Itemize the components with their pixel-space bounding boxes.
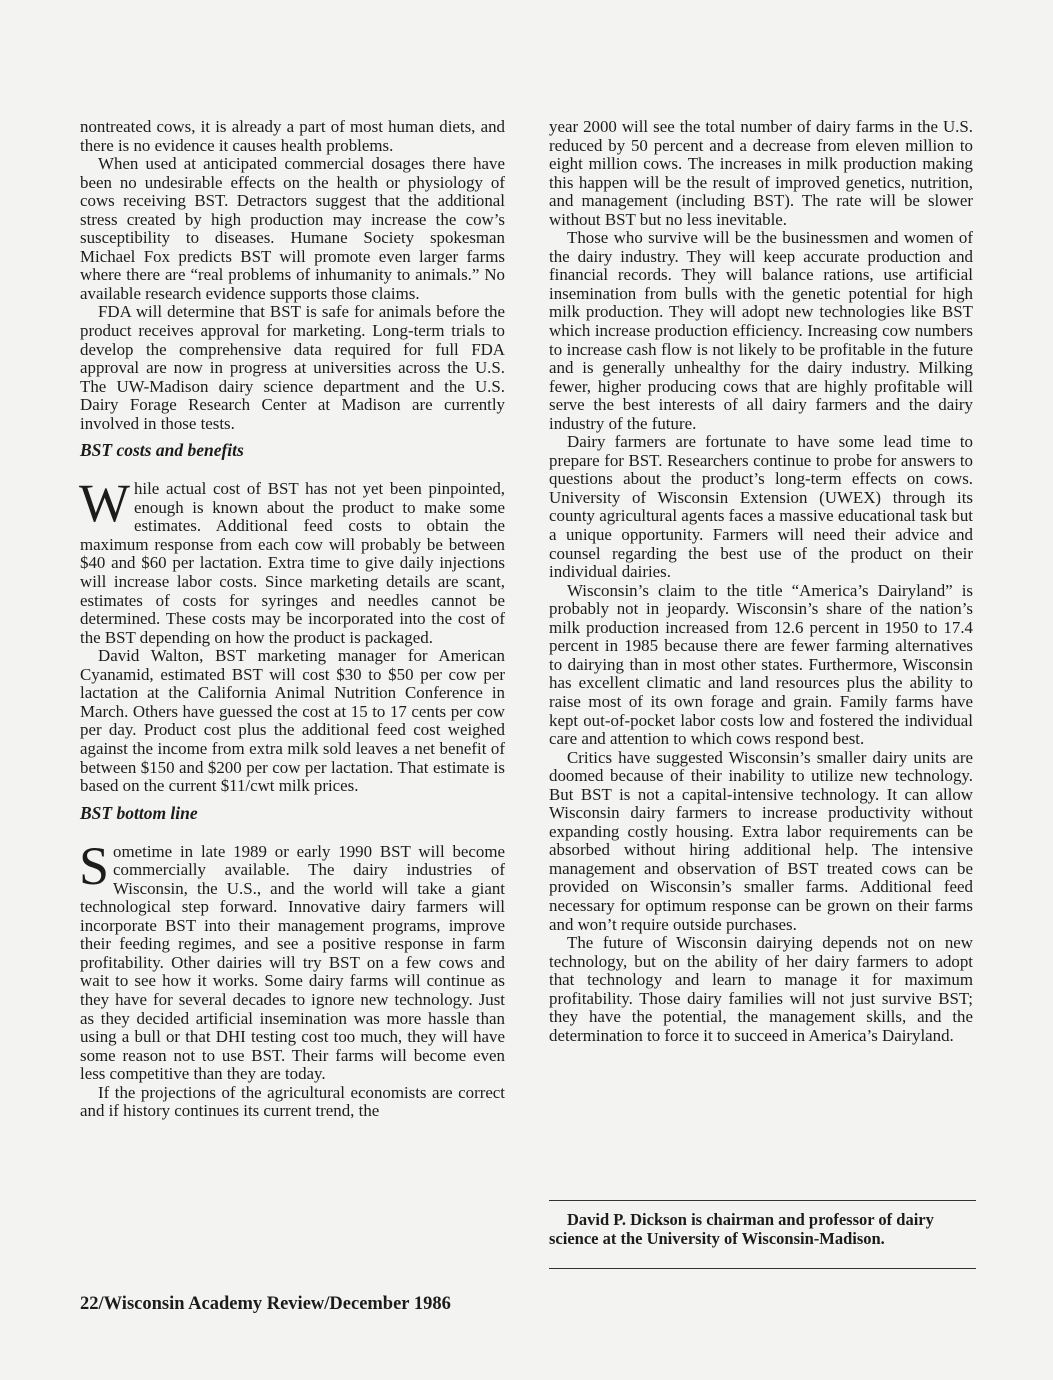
paragraph: nontreated cows, it is already a part of most human diets, and there is no evidence it causes health problems. xyxy=(80,117,505,155)
drop-cap: W xyxy=(79,473,130,534)
paragraph: FDA will determine that BST is safe for animals before the product receives approval for marketing. Long-term trials to develop the comprehensive data required for full FDA approval are now in progress at universities across the U.S. The UW-Madison dairy science department and the U.S. Dairy Forage Research Center at Madison are currently involved in those tests. xyxy=(80,302,505,433)
paragraph: If the projections of the agricultural economists are correct and if history continues its current trend, the xyxy=(80,1082,505,1121)
divider xyxy=(549,1200,976,1201)
paragraph: Dairy farmers are fortunate to have some lead time to prepare for BST. Researchers continue to probe for answers to questions about the product’s long-term effects on cows. University of Wisconsin Extension (UWEX) through its county agricultural agents faces a massive educational task but a unique opportunity. Farmers will need their advice and counsel regarding the best use of the product on their individual dairies. xyxy=(549,432,973,582)
section-heading-costs-benefits: BST costs and benefits xyxy=(80,440,244,461)
paragraph: David Walton, BST marketing manager for American Cyanamid, estimated BST will cost $30 to $50 per cow per lactation at the California Animal Nutrition Conference in March. Others have guessed the cost at 15 to 17 cents per cow per day. Product cost plus the additional feed cost weighed against the income from extra milk sold leaves a net benefit of between $150 and $200 per cow per lactation. That estimate is based on the current $11/cwt milk prices. xyxy=(80,646,505,796)
paragraph-text: ometime in late 1989 or early 1990 BST will become commercially available. The dairy industries of Wisconsin, the U.S., and the world will take a giant technological step forward. Innovative dairy farmers will incorporate BST into their management programs, improve their feeding regimes, and see a positive response in farm profitability. Other dairies will try BST on a few cows and wait to see how it works. Some dairy farms will continue as they have for several decades to ignore new technology. Just as they decided artificial insemination was more hassle than using a bull or that DHI testing cost too much, they will have some reason not to use BST. Their farms will become even less competitive than they are today. xyxy=(80,841,505,1084)
paragraph: Critics have suggested Wisconsin’s smaller dairy units are doomed because of their inability to utilize new technology. But BST is not a capital-intensive technology. It can allow Wisconsin dairy farmers to increase productivity without expanding costly housing. Extra labor requirements can be absorbed without hiring additional help. The intensive management and observation of BST treated cows can be provided on Wisconsin’s smaller farms. Additional feed necessary for optimum response can be grown on their farms and won’t require outside purchases. xyxy=(549,747,973,934)
paragraph-text: hile actual cost of BST has not yet been pinpointed, enough is known about the product to make some estimates. Additional feed costs to obtain the maximum response from each cow will probably be between $40 and $60 per lactation. Extra time to give daily injections will increase labor costs. Since marketing details are scant, estimates of costs for syringes and needles cannot be determined. These costs may be incorporated into the cost of the BST depending on how the product is packaged. xyxy=(80,479,505,647)
divider xyxy=(549,1268,976,1269)
paragraph: Those who survive will be the businessmen and women of the dairy industry. They will keep accurate production and financial records. They will balance rations, use artificial insemination from bulls with the genetic potential for high milk production. They will adopt new technologies like BST which increase production efficiency. Increasing cow numbers to increase cash flow is not likely to be profitable in the future and is generally unhealthy for the dairy industry. Milking fewer, higher producing cows that are highly profitable will serve the best interests of all dairy farmers and the dairy industry of the future. xyxy=(549,228,973,433)
paragraph: When used at anticipated commercial dosages there have been no undesirable effects on the health or physiology of cows receiving BST. Detractors suggest that the additional stress created by high production may increase the cow’s susceptibility to diseases. Humane Society spokesman Michael Fox predicts BST will promote even larger farms where there are “real problems of inhumanity to animals.” No available research evidence supports those claims. xyxy=(80,154,505,303)
author-bio: David P. Dickson is chairman and professor of dairy science at the University of Wisconsin-Madison. xyxy=(549,1210,934,1248)
right-column xyxy=(549,118,973,1045)
drop-cap: S xyxy=(79,835,110,896)
page-footer: 22/Wisconsin Academy Review/December 1986 xyxy=(80,1294,451,1314)
paragraph-with-dropcap xyxy=(79,835,505,1084)
paragraph: The future of Wisconsin dairying depends not on new technology, but on the ability of her dairy farmers to adopt that technology and learn to manage it for maximum profitability. Those dairy families will not just survive BST; they have the potential, the management skills, and the determination to force it to succeed in America’s Dairyland. xyxy=(549,933,973,1045)
left-column xyxy=(80,118,505,1121)
paragraph-with-dropcap xyxy=(79,473,505,647)
paragraph: Wisconsin’s claim to the title “America’s Dairyland” is probably not in jeopardy. Wisconsin’s share of the nation’s milk production increased from 12.6 percent in 1950 to 17.4 percent in 1985 because there are fewer farming alternatives to dairying than in most other states. Furthermore, Wisconsin has excellent climatic and land resources plus the ability to raise most of its own forage and grain. Family farms have kept out-of-pocket labor costs low and fostered the individual care and attention to which cows respond best. xyxy=(549,580,973,749)
paragraph: year 2000 will see the total number of dairy farms in the U.S. reduced by 50 percent and a decrease from eleven million to eight million cows. The increases in milk production making this happen will be the result of improved genetics, nutrition, and management (including BST). The rate will be slower without BST but no less inevitable. xyxy=(549,117,973,229)
section-heading-bottom-line: BST bottom line xyxy=(80,802,198,823)
